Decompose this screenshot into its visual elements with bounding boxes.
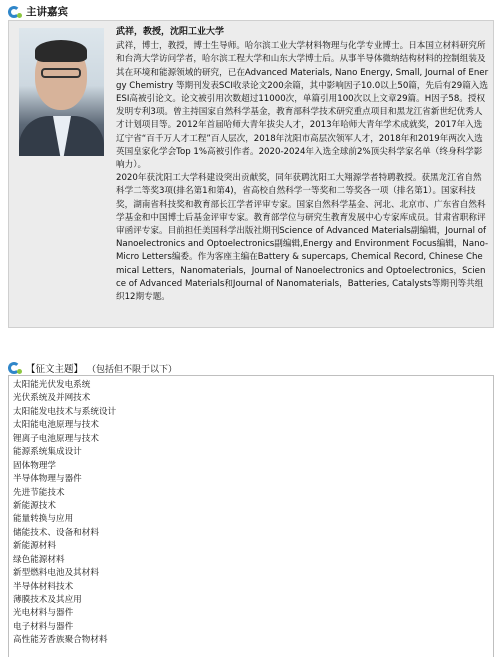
speakers-title: 主讲嘉宾: [26, 6, 68, 18]
topics-list: [9, 376, 493, 648]
speaker-bio-paragraph-1: 武祥，博士，教授，博士生导师。哈尔滨工业大学材料物理与化学专业博士。日本国立材料研究所和台湾大学访问学者，哈尔滨工程大学和山东大学博士后。从事半导体微纳结构材料的控制组装及其在环境和能源领域的研究，已在Advanced Materials, Nano Energy, Small, Journal of Energy Chemistry 等期刊发表SCI收录论文200余篇，其中影响因子10.0以上50篇，先后有29篇入选ESI高被引论文。论文被引用次数超过11000次，单篇引用100次以上文章29篇。H因子58。授权发明专利3项。曾主持国家自然科学基金，教育部科学技术研究重点项目和黑龙江省新世纪优秀人才计划项目等。2012年首届哈师大青年拔尖人才，2013年哈师大青年学术成就奖，2017年入选辽宁省“百千万人才工程”百人层次，2018年沈阳市高层次领军人才，2018年和2019年两次入选英国皇家化学会Top 1%高被引作者。2020-2024年入选全球前2%顶尖科学家名单（终身科学影响力）。: [116, 41, 489, 171]
topics-title: 【征文主题】: [26, 364, 84, 375]
speaker-name: 武祥，教授，沈阳工业大学: [116, 27, 225, 37]
topic-item: 新型燃料电池及其材料: [13, 568, 99, 579]
topic-item: 储能技术、设备和材料: [13, 527, 99, 538]
topic-item: 能源系统集成设计: [13, 447, 82, 458]
logo-c-icon: [8, 5, 22, 19]
speaker-bio-paragraph-2: 2020年获沈阳工大学科建设突出贡献奖，同年获聘沈阳工大翔源学者特聘教授。获黑龙江省自然科学二等奖3项(排名第1和第4)，省高校自然科学一等奖和二等奖各一项（排名第1）。国家科技奖，湖南省科技奖和教育部长江学者评审专家。国家自然科学基金、河北、北京市、广东省自然科学基金和中国博士后基金评审专家。教育部学位与研究生教育发展中心专家库成员。甘肃省职称评审函评专家。目前担任美国科学出版社期刊Science of Advanced Materials副编辑，Journal of Nanoelectronics and Optoelectronics副编辑,Energy and Environment Focus编辑，Nano-Micro Letters编委。作为客座主编在Battery & supercaps, Chemical Record, Chinese Chemical Letters，Nanomaterials，Journal of Nanoelectronics and Optoelectronics，Science of Advanced Materials和Journal of Nanomaterials，Batteries, Catalysts等期刊等共组织12期专题。: [116, 173, 489, 303]
topic-item: 光电材料与器件: [13, 608, 74, 619]
speakers-section-header: [8, 4, 68, 19]
speaker-bio: [116, 26, 490, 304]
speaker-photo: [19, 28, 104, 156]
speaker-card: [8, 20, 494, 328]
topic-item: 半导体物理与器件: [13, 474, 82, 485]
topic-item: 能量转换与应用: [13, 514, 74, 525]
topic-item: 太阳能电池原理与技术: [13, 420, 99, 431]
topic-item: 固体物理学: [13, 460, 56, 471]
topic-item: 光伏系统及并网技术: [13, 393, 91, 404]
topics-section-header: [8, 361, 177, 375]
topic-item: 薄膜技术及其应用: [13, 595, 82, 605]
topic-item: 绿色能源材料: [13, 554, 65, 565]
topics-note: （包括但不限于以下）: [87, 364, 178, 375]
topic-item: 高性能芳香族聚合物材料: [13, 635, 108, 646]
topic-item: 太阳能发电技术与系统设计: [13, 406, 117, 417]
topics-list-box: [8, 375, 494, 657]
topic-item: 电子材料与器件: [13, 621, 74, 632]
topic-item: 先进节能技术: [13, 487, 65, 498]
topic-item: 锂离子电池原理与技术: [13, 433, 99, 444]
topic-item: 半导体材料技术: [13, 581, 74, 592]
topic-item: 新能源材料: [13, 541, 56, 552]
topic-item: 新能源技术: [13, 500, 56, 511]
logo-c-icon: [8, 361, 22, 375]
topic-item: 太阳能光伏发电系统: [13, 380, 91, 390]
